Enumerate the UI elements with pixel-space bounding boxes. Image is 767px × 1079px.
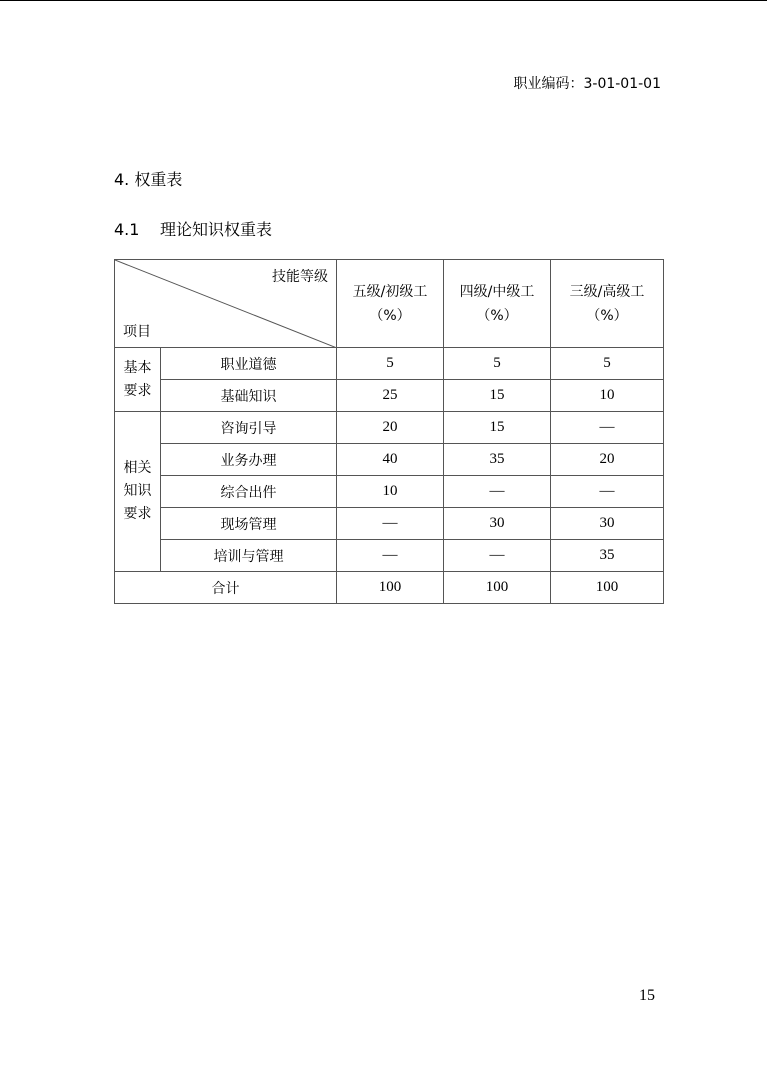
level-name: 三级/高级工	[569, 283, 645, 300]
item-cell: 综合出件	[161, 476, 337, 508]
item-cell: 业务办理	[161, 444, 337, 476]
value-cell: 5	[444, 348, 551, 380]
value-cell: 15	[444, 412, 551, 444]
group-label-line: 相关	[123, 460, 152, 476]
level-name: 五级/初级工	[352, 283, 428, 300]
group-label-line: 知识	[123, 483, 152, 499]
group-label-line: 要求	[123, 506, 152, 522]
value-cell: 5	[551, 348, 664, 380]
table-row	[115, 476, 664, 508]
item-label: 项目	[123, 324, 151, 340]
page-number: 15	[639, 987, 655, 1004]
skill-level-label: 技能等级	[272, 269, 328, 285]
value-cell: 35	[444, 444, 551, 476]
item-cell: 咨询引导	[161, 412, 337, 444]
value-cell: 30	[551, 508, 664, 540]
level-unit: （%）	[369, 307, 411, 324]
item-cell: 职业道德	[161, 348, 337, 380]
table-header-row	[115, 260, 664, 348]
theory-weight-table	[114, 259, 664, 604]
item-cell: 现场管理	[161, 508, 337, 540]
table-row	[115, 444, 664, 476]
subsection-title	[114, 217, 272, 240]
group-label-line: 要求	[123, 382, 152, 399]
item-cell: 基础知识	[161, 380, 337, 412]
table-row	[115, 540, 664, 572]
value-cell: 5	[337, 348, 444, 380]
level-header-5	[337, 260, 444, 348]
value-cell: 35	[551, 540, 664, 572]
value-cell: 10	[337, 476, 444, 508]
value-cell: 15	[444, 380, 551, 412]
subsection-text: 理论知识权重表	[160, 220, 273, 239]
table-row	[115, 412, 664, 444]
total-value: 100	[444, 572, 551, 604]
top-border-line	[0, 0, 767, 1]
value-cell: 20	[551, 444, 664, 476]
level-name: 四级/中级工	[459, 283, 535, 300]
total-value: 100	[551, 572, 664, 604]
value-cell: 10	[551, 380, 664, 412]
value-cell: —	[551, 476, 664, 508]
value-cell: 40	[337, 444, 444, 476]
level-unit: （%）	[476, 307, 518, 324]
value-cell: —	[551, 412, 664, 444]
level-header-4	[444, 260, 551, 348]
occupation-code: 职业编码：3-01-01-01	[513, 76, 661, 92]
subsection-number: 4.1	[114, 220, 140, 239]
table-row	[115, 348, 664, 380]
table-row	[115, 380, 664, 412]
item-cell: 培训与管理	[161, 540, 337, 572]
value-cell: 20	[337, 412, 444, 444]
value-cell: —	[444, 540, 551, 572]
value-cell: 25	[337, 380, 444, 412]
total-label: 合计	[115, 572, 337, 604]
table-row	[115, 508, 664, 540]
value-cell: —	[444, 476, 551, 508]
level-unit: （%）	[586, 307, 628, 324]
total-row	[115, 572, 664, 604]
level-header-3	[551, 260, 664, 348]
diagonal-header-cell	[115, 260, 337, 348]
value-cell: 30	[444, 508, 551, 540]
section-title: 4. 权重表	[114, 170, 183, 189]
value-cell: —	[337, 540, 444, 572]
group-label-related	[115, 412, 161, 572]
value-cell: —	[337, 508, 444, 540]
group-label-basic	[115, 348, 161, 412]
group-label-line: 基本	[123, 359, 152, 376]
total-value: 100	[337, 572, 444, 604]
